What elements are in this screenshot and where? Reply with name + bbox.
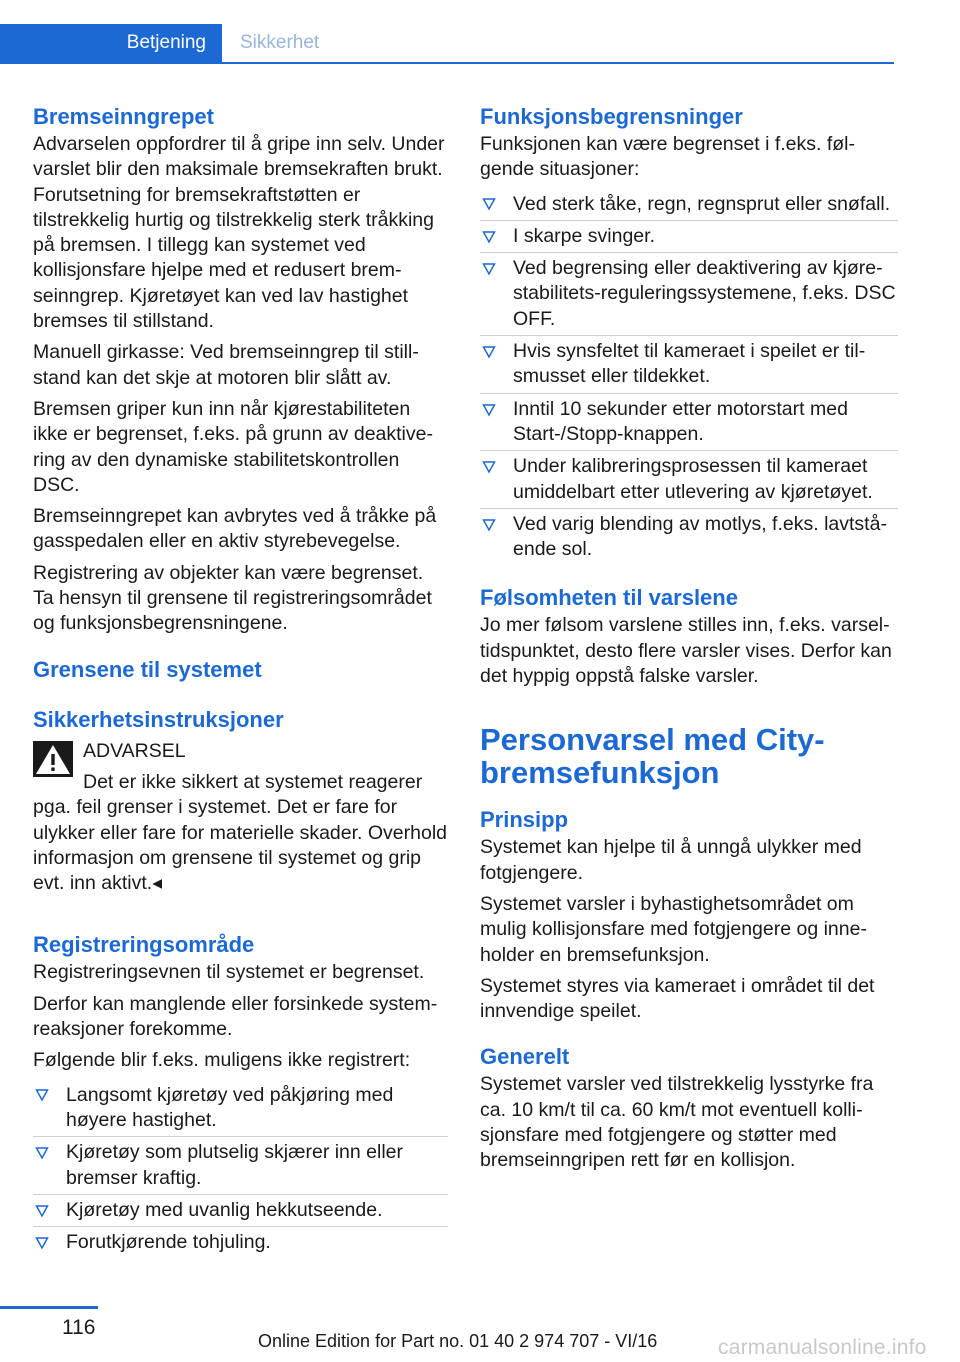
list-item-text: Inntil 10 sekunder etter motorstart med Start-/Stopp-knappen. [513, 397, 848, 445]
list-item-text: Kjøretøy som plutselig skjærer inn eller bremser kraftig. [66, 1141, 404, 1189]
left-column [33, 100, 448, 1258]
list-item [33, 1226, 448, 1258]
edition-note: Online Edition for Part no. 01 40 2 974 707 - VI/16 [258, 1331, 658, 1351]
right-column [480, 100, 898, 1180]
folsom-paragraph: Jo mer følsom varslene stilles inn, f.eks. varseltidspunktet, desto flere varsler vises. Derfor kan det hyppig oppstå falske varsler. [480, 614, 892, 688]
chapter-tab-bar [0, 24, 894, 64]
triangle-bullet-icon [35, 1088, 49, 1102]
section-title-line: Personvarsel med City- [480, 722, 825, 758]
list-item [480, 252, 898, 335]
list-item-text: Langsomt kjøretøy ved påkjøring med høyere hastighet. [66, 1083, 394, 1131]
list-item [480, 335, 898, 393]
bremse-paragraph: Bremsen griper kun inn når kjørestabiliteten ikke er begrenset, f.eks. på grunn av deaktivering av den dynamiske stabilitetskontrollen DSC. [33, 397, 433, 496]
page-number: 116 [62, 1316, 96, 1339]
list-item [33, 1136, 448, 1194]
bremse-paragraph: Manuell girkasse: Ved bremseinngrep til stillstand kan det skje at motoren blir slått av. [33, 341, 419, 389]
list-item-text: Under kalibreringsprosessen til kameraet umiddelbart etter utlevering av kjøretøyet. [513, 455, 873, 503]
warning-title: ADVARSEL [83, 739, 186, 762]
section-title-line: bremsefunksjon [480, 755, 720, 791]
footer-accent-line [0, 1306, 98, 1309]
bremseinngrepet-heading: Bremseinngrepet [33, 104, 214, 129]
tab-sikkerhet[interactable]: Sikkerhet [240, 32, 320, 53]
list-item-text: Ved begrensing eller deaktivering av kjørestabilitets-reguleringssystemene, f.eks. DSC OFF. [513, 257, 896, 330]
warning-lead: Det er ikke sikkert at systemet reagerer [83, 770, 423, 793]
prinsipp-paragraph: Systemet styres via kameraet i området til det innvendige speilet. [480, 974, 875, 1023]
triangle-bullet-icon [482, 460, 496, 474]
warning-block [33, 739, 448, 897]
triangle-bullet-icon [482, 230, 496, 244]
reg-paragraph: Registreringsevnen til systemet er begrenset. [33, 961, 425, 984]
sikkerhetsinstruksjoner-heading: Sikkerhetsinstruksjoner [33, 706, 284, 732]
list-item-text: Forutkjørende tohjuling. [66, 1231, 271, 1254]
prinsipp-paragraph: Systemet varsler i byhastighetsområdet om mulig kollisjonsfare med fotgjengere og inneholder en bremsefunksjon. [480, 892, 867, 966]
triangle-bullet-icon [482, 518, 496, 532]
generelt-heading: Generelt [480, 1044, 570, 1070]
triangle-bullet-icon [35, 1204, 49, 1218]
tab-betjening-label: Betjening [126, 32, 206, 53]
triangle-bullet-icon [35, 1236, 49, 1250]
bremse-paragraph: Advarselen oppfordrer til å gripe inn selv. Under varslet blir den maksimale bremsekraften brukt. Forutsetning for bremsekraftstøtten er tilstrekkelig hurtig og tilstrekkelig sterk tråkking på bremsen. I tillegg kan systemet ved kollisjonsfare hjelpe med et redusert bremseinngrep. Kjøretøyet kan ved lav hastighet bremses til stillstand. [33, 133, 445, 333]
triangle-bullet-icon [482, 262, 496, 276]
list-item [480, 189, 898, 220]
reg-paragraph: Følgende blir f.eks. muligens ikke registrert: [33, 1049, 411, 1072]
tab-betjening[interactable] [0, 24, 222, 62]
triangle-bullet-icon [482, 403, 496, 417]
warning-triangle-icon [33, 741, 73, 777]
list-item-text: I skarpe svinger. [513, 224, 655, 247]
list-item [33, 1194, 448, 1226]
watermark: carmanualsonline.info [718, 1336, 927, 1359]
reg-paragraph: Derfor kan manglende eller forsinkede systemreaksjoner forekomme. [33, 992, 438, 1041]
prinsipp-heading: Prinsipp [480, 807, 569, 833]
triangle-bullet-icon [35, 1146, 49, 1160]
bremse-paragraph: Registrering av objekter kan være begrenset. Ta hensyn til grensene til registreringsområdet og funksjonsbegrensningene. [33, 561, 432, 635]
list-item [480, 220, 898, 252]
warning-text: pga. feil grenser i systemet. Det er fare for ulykker eller fare for materielle skader. Overhold informasjon om grensene til systemet og grip evt. inn aktivt.◂ [33, 796, 448, 895]
list-item [480, 508, 898, 566]
reg-list [33, 1080, 448, 1259]
grensene-heading: Grensene til systemet [33, 656, 262, 682]
funk-intro: Funksjonen kan være begrenset i f.eks. følgende situasjoner: [480, 133, 856, 181]
prinsipp-paragraph: Systemet kan hjelpe til å unngå ulykker med fotgjengere. [480, 836, 862, 884]
list-item [480, 450, 898, 508]
registreringsomrade-heading: Registreringsområde [33, 932, 255, 958]
section-title [480, 723, 898, 789]
list-item-text: Kjøretøy med uvanlig hekkutseende. [66, 1198, 383, 1221]
list-item [33, 1080, 448, 1137]
list-item-text: Ved varig blending av motlys, f.eks. lavtstående sol. [513, 512, 887, 561]
funksjonsbegrensninger-heading: Funksjonsbegrensninger [480, 104, 743, 129]
generelt-paragraph: Systemet varsler ved tilstrekkelig lysstyrke fra ca. 10 km/t til ca. 60 km/t mot eventuell kollisjonsfare med fotgjengere og støtter med bremseinngripen rett før en kollisjon. [480, 1073, 874, 1172]
list-item-text: Ved sterk tåke, regn, regnsprut eller snøfall. [513, 192, 891, 215]
folsomheten-heading: Følsomheten til varslene [480, 585, 738, 611]
list-item [480, 393, 898, 451]
triangle-bullet-icon [482, 345, 496, 359]
bremse-paragraph: Bremseinngrepet kan avbrytes ved å tråkke på gasspedalen eller en aktiv styrebevegelse. [33, 505, 437, 553]
list-item-text: Hvis synsfeltet til kameraet i speilet er tilsmusset eller tildekket. [513, 340, 866, 388]
triangle-bullet-icon [482, 197, 496, 211]
funk-list [480, 189, 898, 566]
